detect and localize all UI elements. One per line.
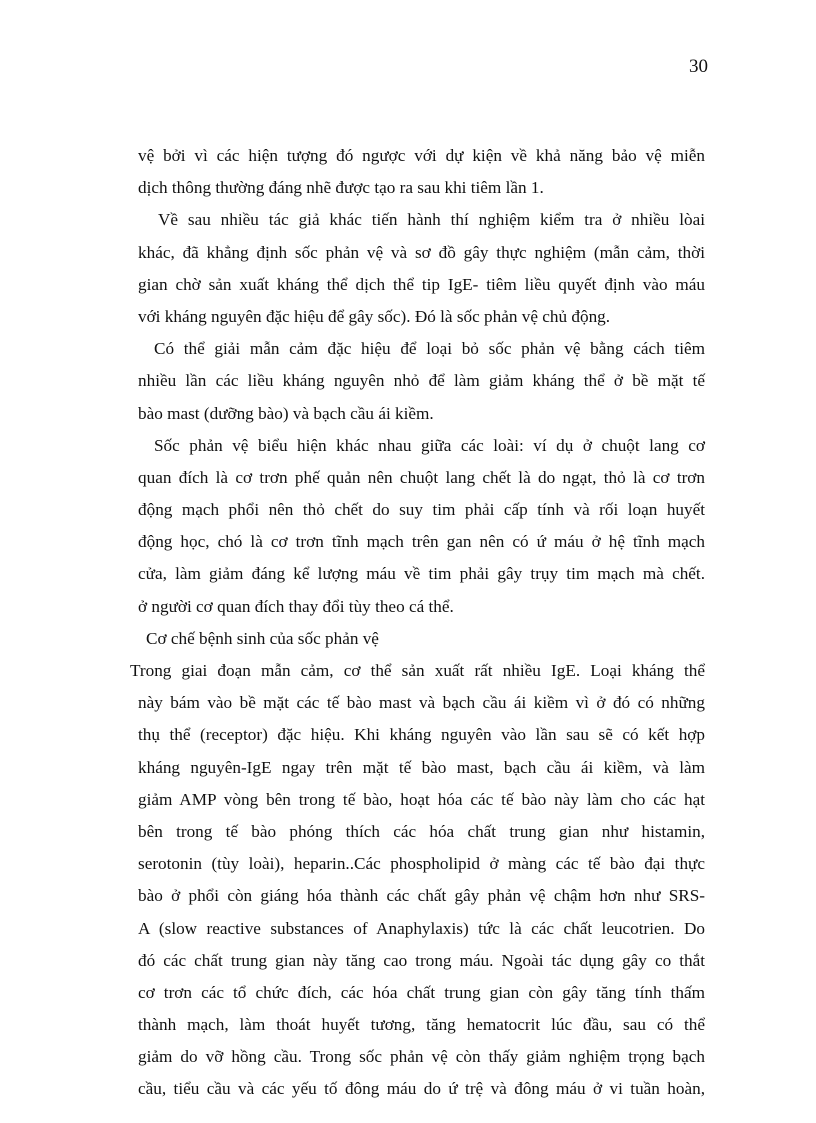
text-line: bào mast (dưỡng bào) và bạch cầu ái kiềm. (138, 403, 434, 423)
text-line: động mạch phổi nên thỏ chết do suy tim phải cấp tính và rối loạn huyết (138, 500, 705, 520)
text-line: cầu, tiểu cầu và các yếu tố đông máu do ứ trệ và đông máu ở vi tuần hoàn, (138, 1079, 705, 1099)
text-line: dịch thông thường đáng nhẽ được tạo ra sau khi tiêm lần 1. (138, 178, 544, 198)
text-line: cơ trơn các tổ chức đích, các hóa chất trung gian còn gây tăng tính thấm (138, 982, 705, 1002)
text-line: giảm do vỡ hồng cầu. Trong sốc phản vệ còn thấy giảm nghiệm trọng bạch (138, 1047, 705, 1067)
text-line: động học, chó là cơ trơn tĩnh mạch trên gan nên có ứ máu ở hệ tĩnh mạch (138, 532, 705, 552)
text-line: bào ở phổi còn giáng hóa thành các chất gây phản vệ chậm hơn như SRS- (138, 886, 705, 906)
text-line: A (slow reactive substances of Anaphylaxis) tức là các chất leucotrien. Do (138, 918, 705, 938)
text-line: đó các chất trung gian này tăng cao trong máu. Ngoài tác dụng gây co thắt (138, 950, 705, 970)
text-line: Trong giai đoạn mẫn cảm, cơ thể sản xuất rất nhiều IgE. Loại kháng thể (130, 661, 705, 680)
text-line: ở người cơ quan đích thay đổi tùy theo cá thể. (138, 596, 454, 616)
text-line: serotonin (tùy loài), heparin..Các phospholipid ở màng các tế bào đại thực (138, 854, 705, 874)
text-line: vệ bởi vì các hiện tượng đó ngược với dự kiện về khả năng bảo vệ miễn (138, 146, 705, 165)
text-line: Có thể giải mẫn cảm đặc hiệu để loại bỏ sốc phản vệ bằng cách tiêm (154, 339, 705, 359)
text-line: Về sau nhiều tác giả khác tiến hành thí nghiệm kiểm tra ở nhiều lòai (158, 210, 705, 230)
text-line: giảm AMP vòng bên trong tế bào, hoạt hóa các tế bào này làm cho các hạt (138, 789, 705, 809)
section-heading: Cơ chế bệnh sinh của sốc phản vệ (146, 628, 379, 648)
text-line: gian chờ sản xuất kháng thể dịch thể tip IgE- tiêm liều quyết định vào máu (138, 274, 705, 294)
text-line: nhiều lần các liều kháng nguyên nhỏ để làm giảm kháng thể ở bề mặt tế (138, 371, 705, 391)
text-line: với kháng nguyên đặc hiệu để gây sốc). Đó là sốc phản vệ chủ động. (138, 306, 611, 326)
text-line: cửa, làm giảm đáng kể lượng máu về tim phải gây trụy tim mạch mà chết. (138, 564, 705, 584)
text-line: bên trong tế bào phóng thích các hóa chất trung gian như histamin, (138, 821, 705, 841)
text-line: quan đích là cơ trơn phế quản nên chuột lang chết là do ngạt, thỏ là cơ trơn (138, 467, 705, 487)
text-line: thành mạch, làm thoát huyết tương, tăng hematocrit lúc đầu, sau có thể (138, 1015, 705, 1035)
text-line: Sốc phản vệ biểu hiện khác nhau giữa các loài: ví dụ ở chuột lang cơ (154, 435, 705, 455)
text-line: thụ thể (receptor) đặc hiệu. Khi kháng nguyên vào lần sau sẽ có kết hợp (138, 725, 705, 745)
text-line: khác, đã khẳng định sốc phản vệ và sơ đồ gây thực nghiệm (mẫn cảm, thời (138, 242, 705, 262)
body-text (130, 140, 705, 1106)
page-number: 30 (689, 56, 708, 77)
text-line: này bám vào bề mặt các tế bào mast và bạch cầu ái kiềm vì ở đó có những (138, 693, 705, 713)
text-line: kháng nguyên-IgE ngay trên mặt tế bào mast, bạch cầu ái kiềm, và làm (138, 757, 705, 777)
